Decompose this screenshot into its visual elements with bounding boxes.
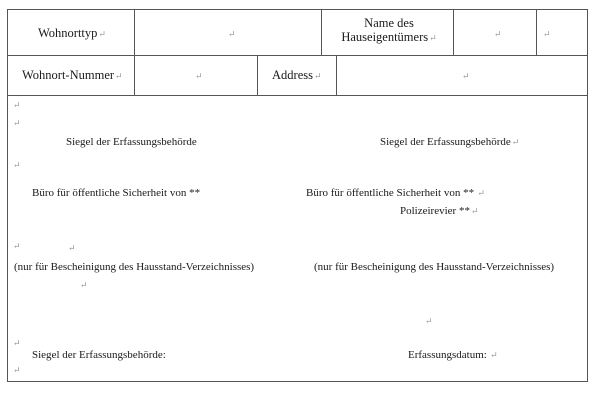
paragraph-mark: ↵ [68,243,76,253]
registration-form [7,9,588,382]
empty-cell-mark: ↵ [195,71,203,81]
right-note: (nur für Bescheinigung des Hausstand-Verzeichnisses) [314,261,555,273]
empty-cell-mark: ↵ [462,71,470,81]
paragraph-mark: ↵ [13,118,21,128]
paragraph-mark: ↵ [13,100,21,110]
col-divider-e [257,55,258,95]
wohnort-nummer-label: Wohnort-Nummer↵ [22,68,123,82]
paragraph-mark: ↵ [13,160,21,170]
col-divider-d [536,10,537,55]
empty-cell-mark: ↵ [543,29,551,39]
paragraph-mark: ↵ [13,338,21,348]
col-divider-a [134,10,135,95]
paragraph-mark: ↵ [425,316,433,326]
paragraph-mark: ↵ [13,241,21,251]
empty-cell-mark: ↵ [494,29,502,39]
col-divider-c [453,10,454,55]
paragraph-mark: ↵ [80,280,88,290]
left-note: (nur für Bescheinigung des Hausstand-Verzeichnisses) [14,261,255,273]
left-office: Büro für öffentliche Sicherheit von ** [32,187,201,199]
hauseigentuemer-label: Name des Hauseigentümers↵ [341,16,437,44]
right-seal-title: Siegel der Erfassungsbehörde↵ [380,136,520,148]
right-station: Polizeirevier **↵ [400,205,479,217]
row-divider-1 [8,55,587,56]
paragraph-mark: ↵ [13,365,21,375]
right-office: Büro für öffentliche Sicherheit von ** ↵ [306,187,485,199]
left-seal-title: Siegel der Erfassungsbehörde [66,136,197,148]
right-bottom-label: Erfassungsdatum: ↵ [408,349,498,361]
col-divider-b [321,10,322,55]
row-divider-2 [8,95,587,96]
col-divider-f [336,55,337,95]
address-label: Address↵ [272,68,322,82]
empty-cell-mark: ↵ [228,29,236,39]
wohnorttyp-label: Wohnorttyp↵ [38,26,106,40]
left-bottom-label: Siegel der Erfassungsbehörde: [32,349,166,361]
